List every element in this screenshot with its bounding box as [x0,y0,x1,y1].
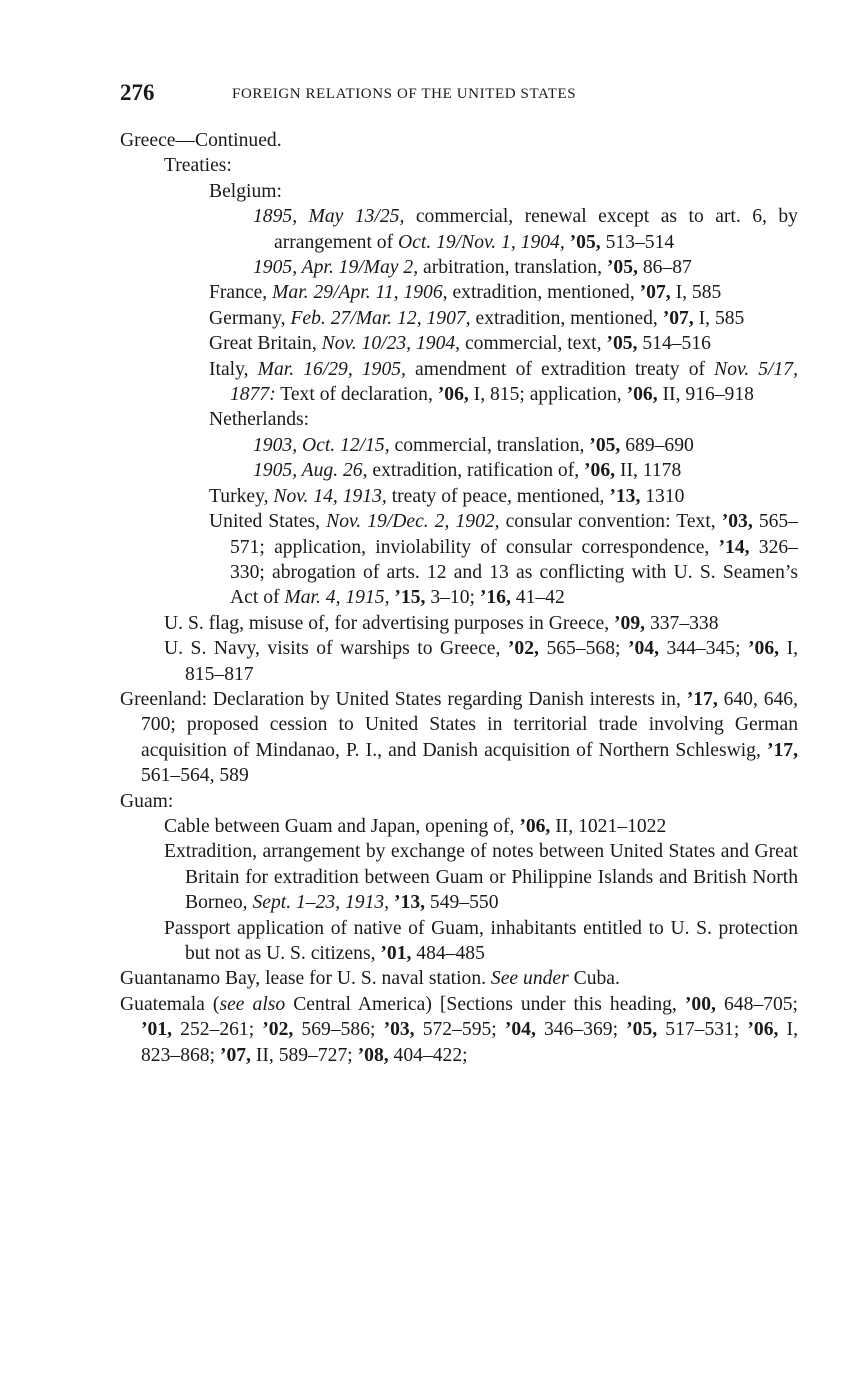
index-subheading-belgium: Belgium: [209,180,282,202]
index-entry-great-britain: Great Britain, Nov. 10/23, 1904, commercial, text, ’05, 514–516 [209,333,711,355]
index-entry-us-navy: U. S. Navy, visits of warships to Greece, ’02, 565–568; ’04, 344–345; ’06, I, 815–817 [164,638,798,685]
index-heading-guantanamo: Guantanamo Bay, lease for U. S. naval station. See under Cuba. [120,968,620,990]
page-header [120,80,810,110]
index-entry-us-flag: U. S. flag, misuse of, for advertising purposes in Greece, ’09, 337–338 [164,612,719,634]
index-subheading-treaties: Treaties: [164,155,232,177]
index-heading-guatemala: Guatemala (see also Central America) [Sections under this heading, ’00, 648–705; ’01, 252–261; ’02, 569–586; ’03, 572–595; ’04, 346–369; ’05, 517–531; ’06, I, 823–868; ’07, II, 589–727; ’08, 404–422; [120,993,798,1066]
index-entry-germany: Germany, Feb. 27/Mar. 12, 1907, extradition, mentioned, ’07, I, 585 [209,307,745,329]
index-entry-united-states: United States, Nov. 19/Dec. 2, 1902, consular convention: Text, ’03, 565–571; application, inviolability of consular correspondence, ’14, 326–330; abrogation of arts. 12 and 13 as conflicting with U. S. Seamen’s Act of Mar. 4, 1915, ’15, 3–10; ’16, 41–42 [209,511,799,609]
index-entry-netherlands-1903: 1903, Oct. 12/15, commercial, translation, ’05, 689–690 [253,434,694,456]
index-subheading-netherlands: Netherlands: [209,409,310,431]
index-entry-turkey: Turkey, Nov. 14, 1913, treaty of peace, mentioned, ’13, 1310 [209,485,685,507]
index-content [120,128,798,1068]
index-entry-italy: Italy, Mar. 16/29, 1905, amendment of extradition treaty of Nov. 5/17, 1877: Text of declaration, ’06, I, 815; application, ’06, II, 916–918 [209,358,798,406]
index-entry-guam-cable: Cable between Guam and Japan, opening of, ’06, II, 1021–1022 [164,815,667,837]
index-heading-greece: Greece—Continued. [120,130,282,151]
index-entry-belgium-1905: 1905, Apr. 19/May 2, arbitration, translation, ’05, 86–87 [253,257,692,279]
index-entry-france: France, Mar. 29/Apr. 11, 1906, extradition, mentioned, ’07, I, 585 [209,282,722,304]
index-heading-guam: Guam: [120,790,174,812]
index-entry-netherlands-1905: 1905, Aug. 26, extradition, ratification of, ’06, II, 1178 [253,460,682,482]
index-entry-belgium-1895: 1895, May 13/25, commercial, renewal except as to art. 6, by arrangement of Oct. 19/Nov. 1, 1904, ’05, 513–514 [253,206,798,253]
page-number: 276 [120,80,155,105]
index-heading-greenland: Greenland: Declaration by United States regarding Danish interests in, ’17, 640, 646, 700; proposed cession to United States in territorial trade involving German acquisition of Mindanao, P. I., and Danish acquisition of Northern Schleswig, ’17, 561–564, 589 [120,688,799,787]
index-entry-guam-extradition: Extradition, arrangement by exchange of notes between United States and Great Britain for extradition between Guam or Philippine Islands and British North Borneo, Sept. 1–23, 1913, ’13, 549–550 [164,841,798,914]
index-entry-guam-passport: Passport application of native of Guam, inhabitants entitled to U. S. protection but not as U. S. citizens, ’01, 484–485 [164,917,798,964]
running-title: FOREIGN RELATIONS OF THE UNITED STATES [232,86,577,102]
